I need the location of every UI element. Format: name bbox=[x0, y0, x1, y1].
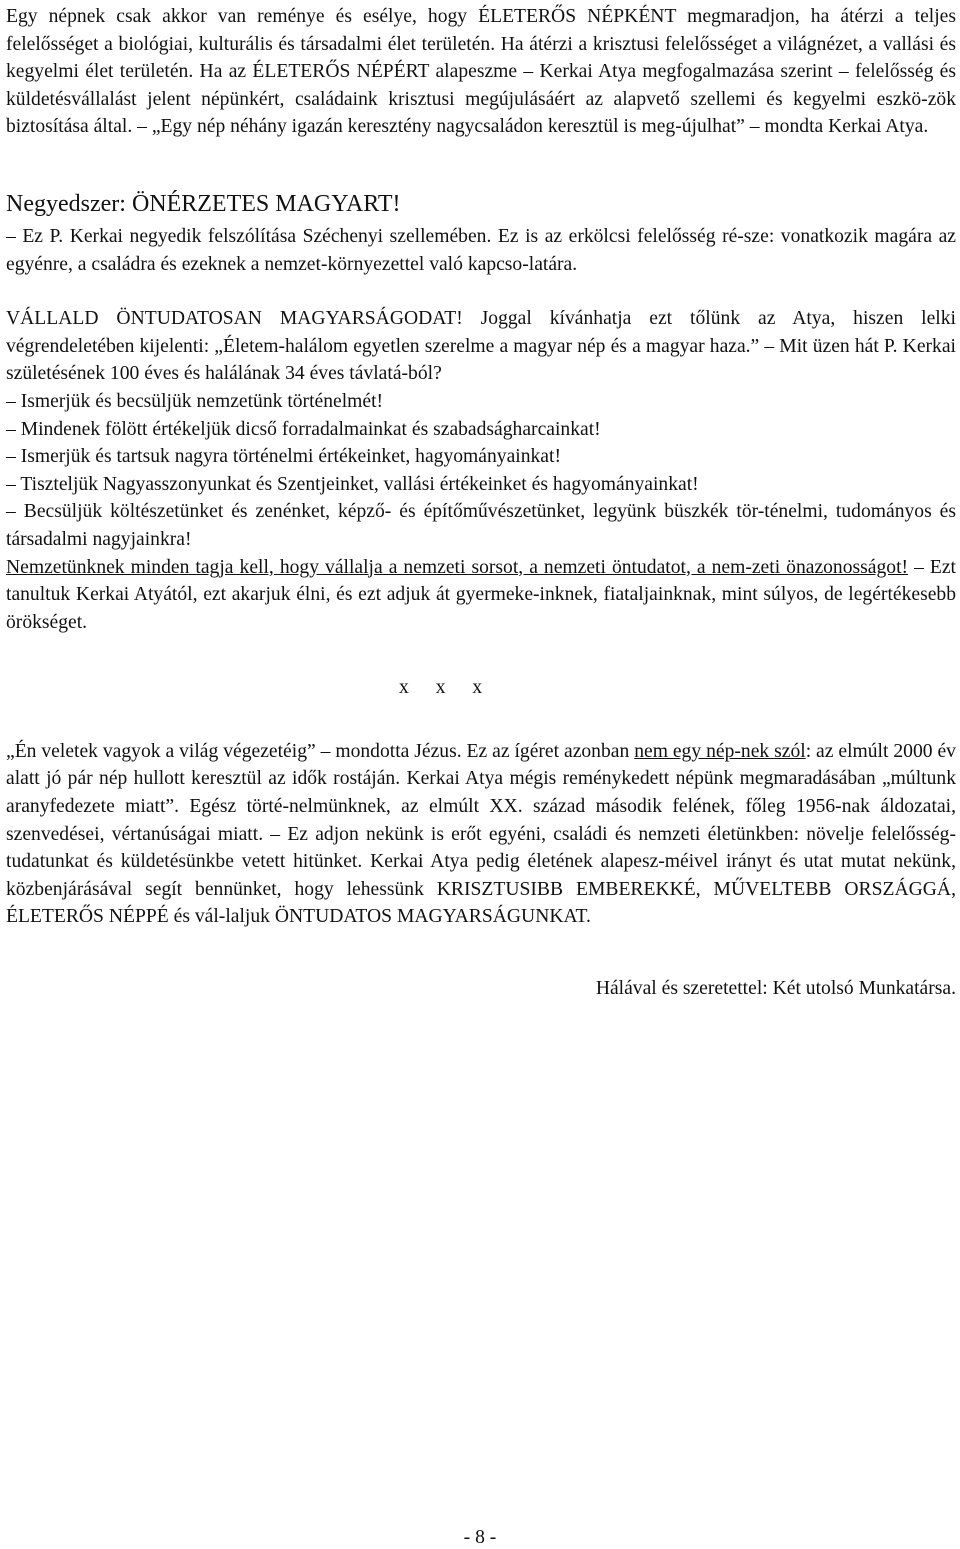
underlined-text: nem egy nép-nek szól bbox=[634, 740, 806, 762]
list-item: – Tiszteljük Nagyasszonyunkat és Szentjeinket, vallási értékeinket és hagyományainkat! bbox=[6, 473, 699, 495]
underlined-text: Nemzetünknek minden tagja kell, hogy vállalja a nemzeti sorsot, a nemzeti öntudatot, a nem-zeti önazonosságot! bbox=[6, 556, 909, 578]
paragraph-nemzeti-sors bbox=[6, 554, 956, 637]
paragraph-eleteros-nep: Egy népnek csak akkor van reménye és esélye, hogy ÉLETERŐS NÉPKÉNT megmaradjon, ha átérzi a teljes felelősséget a biológiai, kulturális és társadalmi élet területén. Ha átérzi a krisztusi felelősséget a világnézet, a vallási és kegyelmi élet területén. Ha az ÉLETERŐS NÉPÉRT alapeszme – Kerkai Atya megfogalmazása szerint – felelősség és küldetésvállalást jelent népünkért, családaink krisztusi megújulásáért az alapvető szellemi és kegyelmi eszkö-zök biztosítása által. – „Egy nép néhány igazán keresztény nagycsaládon keresztül is meg-újulhat” – mondta Kerkai Atya. bbox=[6, 6, 956, 138]
paragraph-text: „Én veletek vagyok a világ végezetéig” – mondotta Jézus. Ez az ígéret azonban bbox=[6, 740, 635, 762]
list-item: – Mindenek fölött értékeljük dicső forradalmainkat és szabadságharcainkat! bbox=[6, 418, 601, 440]
section-separator: x x x bbox=[399, 677, 483, 699]
exhortation-list bbox=[6, 388, 956, 554]
list-item: – Ismerjük és becsüljük nemzetünk történelmét! bbox=[6, 390, 384, 412]
section-heading: Negyedszer: ÖNÉRZETES MAGYART! bbox=[6, 190, 401, 217]
paragraph-vallald-magyarsagodat: VÁLLALD ÖNTUDATOSAN MAGYARSÁGODAT! Joggal kívánhatja ezt tőlünk az Atya, hiszen lelki végrendeletében kijelenti: „Életem-halálom egyetlen szerelme a magyar nép és a magyar haza.” – Mit üzen hát P. Kerkai születésének 100 éves és halálának 34 éves távlatá-ból? bbox=[6, 308, 956, 385]
list-item: – Becsüljük költészetünket és zenénket, képző- és építőművészetünket, legyünk büszkék tör-ténelmi, tudományos és társadalmi nagyjainkra! bbox=[6, 501, 956, 550]
paragraph-jezus-igeret bbox=[6, 738, 956, 931]
signature-line: Hálával és szeretettel: Két utolsó Munkatársa. bbox=[595, 978, 956, 1000]
list-item: – Ismerjük és tartsuk nagyra történelmi értékeinket, hagyományainkat! bbox=[6, 446, 561, 468]
paragraph-kerkai-felszolitas: – Ez P. Kerkai negyedik felszólítása Széchenyi szellemében. Ez is az erkölcsi felelősség ré-sze: vonatkozik magára az egyénre, a családra és ezeknek a nemzet-környezettel való kapcso-latára. bbox=[6, 225, 956, 275]
document-page bbox=[6, 3, 956, 1003]
paragraph-text: – Ezt tanultuk Kerkai Atyától, ezt akarjuk élni, és ezt adjuk át gyermeke-inknek, fiataljainknak, mint súlyos, de legértékesebb örökséget. bbox=[6, 556, 956, 633]
page-number: - 8 - bbox=[463, 1527, 497, 1548]
paragraph-text: : az elmúlt 2000 év alatt jó pár nép hullott keresztül az idők rostáján. Kerkai Atya mégis reménykedett népünk megmaradásában „múltunk aranyfedezete miatt”. Egész törté-nelmünknek, az elmúlt XX. század második felének, főleg 1956-nak áldozatai, szenvedései, vértanúságai miatt. – Ez adjon nekünk is erőt egyéni, családi és nemzeti életünkben: növelje felelősség-tudatunkat és küldetésünkbe vetett hitünket. Kerkai Atya pedig életének alapesz-méivel irányt és utat mutat nekünk, közbenjárásával segít bennünket, hogy lehessünk KRISZTUSIBB EMBEREKKÉ, MŰVELTEBB ORSZÁGGÁ, ÉLETERŐS NÉPPÉ és vál-laljuk ÖNTUDATOS MAGYARSÁGUNKAT. bbox=[6, 740, 956, 928]
